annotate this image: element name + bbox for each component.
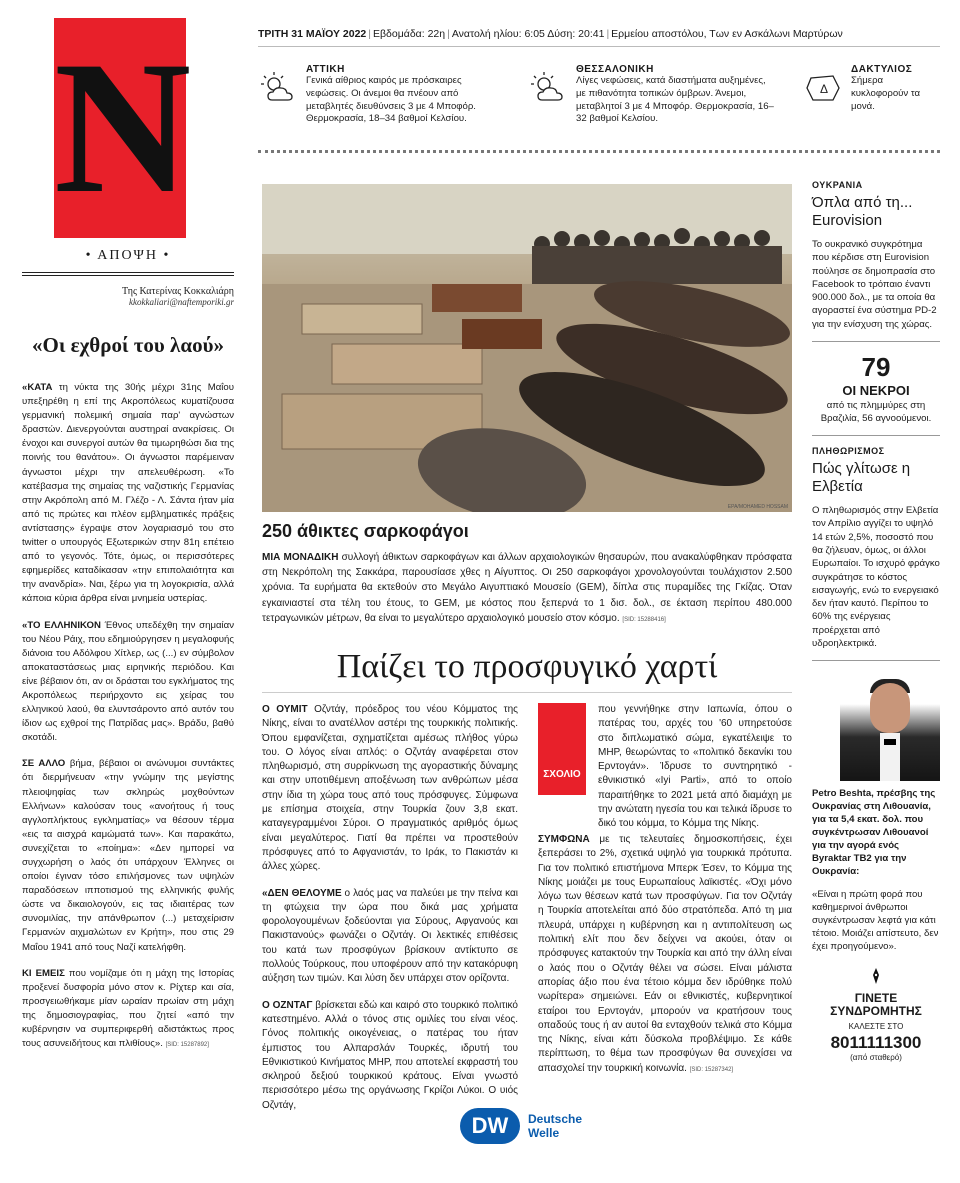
death-toll-number: 79 [861, 352, 891, 383]
photo-caption [262, 550, 792, 628]
article-paragraph [262, 887, 518, 987]
paragraph-text: με τις τελευταίες δημοσκοπήσεις, έχει ξεπεράσει το 2%, σχετικά υψηλό για τουρκικά πρότυπα. Για τον πολιτικό επιστήμονα Μπερκ Έσεν, το Κόμμα της Νίκης μοιάζει με τους Ευρωπαίους λαϊκιστές. «Όχι μόνο λόγω των θέσεων κατά των προσφύγων. Για τον Οζντάγ η Τουρκία αποτελείται από δύο στρατόπεδα. Από τη μια πλευρά, υπάρχει η κυβέρνηση και η αντιπολίτευση ως πολιτική ελίτ που δεν δείχνει να ακούει, όταν οι πρόσφυγες κατακτούν την Τουρκία και από την άλλη είναι ο λαός που ο Οζντάγ θέλει να σώσει. Είναι μάλιστα απορίας άξιο που ένα τέτοιο κόμμα δεν ιδρύθηκε πολύ νωρίτερα» σημειώνει. Εάν οι εθνικιστές, κυβερνητικοί εταίροι του Ερντογάν, μπορούν να κρατήσουν τους οπαδούς τους ή αν αυτοί θα ενταχθούν τελικά στο Κόμμα της Νίκης, είναι κάτι δύσκολα προβλέψιμο. Σε κάθε περίπτωση, το θέμα των προσφύγων θα συνεχίσει να απασχολεί την τουρκική κοινωνία. [538, 834, 792, 1074]
portrait-face [870, 683, 910, 733]
logo-letter: N [54, 23, 192, 233]
dw-wordmark [528, 1112, 582, 1140]
deutsche-welle-logo [460, 1106, 610, 1146]
sidebar-text: Το ουκρανικό συγκρότημα που κέρδισε στη Eurovision πούλησε σε δημοπρασία στο Facebook το τρόπαιο έναντι 900.000 δολ., με τα οποία θα αγοραστεί ένα σύστημα PD-2 για την ενίσχυση της χώρας. [812, 239, 937, 330]
article-paragraph [598, 703, 792, 832]
sunset-time: Δύση: 20:41 [547, 28, 605, 40]
section-label: • ΑΠΟΨΗ • [85, 248, 171, 263]
opinion-paragraph [22, 967, 234, 1053]
story-id: [SID: 15288416] [622, 616, 666, 623]
article-paragraph [262, 999, 518, 1113]
feast-day: Ερμείου αποστόλου, Των εν Ασκάλωνι Μαρτύρων [611, 28, 843, 40]
weather-description: Γενικά αίθριος καιρός με πρόσκαιρες νεφώσεις. Οι άνεμοι θα πνέουν από μεταβλητές διευθύνσεις 3 με 4 Μποφόρ. Θερμοκρασία, 18–34 βαθμοί Κελσίου. [306, 75, 476, 125]
paragraph-text: Έθνος υπεδέχθη την σημαίαν του Νέου Ράιχ, που εδημιούργησεν η μεγαλοφυής διάνοια του Αδόλφου Χίτλερ, ως (...) εν σύμβολον αποκαταστάσεως μιας ειρηνικής περιόδου. Και είνε βέβαιον ότι, αν οι δράσται του εγκλήματος της Ακροπόλεως περιήρχοντο εις χείρας του ελληνικού λαού, θα ελυντσάροντο από αυτόν του ίδιον ως εχθροί της Πατρίδας μας». Βράδυ, βαθύ σκοτάδι. [22, 619, 234, 744]
ambassador-quote: «Είναι η πρώτη φορά που καθημερινοί άνθρωποι συγκέντρωσαν λεφτά για κάτι τέτοιο. Μοιάζει απίστευτο, δεν έχει προηγούμενο». [812, 889, 939, 953]
dw-mark: DW [460, 1108, 520, 1144]
sun-cloud-icon [528, 70, 568, 106]
sidebar-section-inflation: ΠΛΗΘΩΡΙΣΜΟΣ [812, 446, 885, 457]
subscribe-call-label: ΚΑΛΕΣΤΕ ΣΤΟ [848, 1022, 904, 1032]
article-continuation [538, 833, 792, 1077]
sunrise-time: Ανατολή ηλίου: 6:05 [451, 28, 545, 40]
opinion-column [22, 18, 234, 1052]
header-divider [258, 150, 940, 156]
sidebar-text: Ο πληθωρισμός στην Ελβετία τον Απρίλιο αγγίζει το υψηλό 14 ετών 2,5%, ποσοστό που θα ζήλευαν, όμως, οι άλλοι Ευρωπαίοι. Το ισχυρό φράγκο συγκράτησε το κόστος εισαγωγής, ενώ το ενεργειακό δεν ήταν καυτό. Περίπου το 60% της ενέργειας προέρχεται από υδροηλεκτρικά. [812, 505, 940, 650]
paragraph-lead: Ο ΟΥΜΙΤ [262, 704, 308, 715]
weather-description: Λίγες νεφώσεις, κατά διαστήματα αυξημένες, με πιθανότητα τοπικών όμβρων. Άνεμοι, μεταβλητοί 3 με 4 Μποφόρ. Θερμοκρασία, 16–32 βαθμοί Κελσίου. [576, 75, 774, 125]
subscribe-title [812, 992, 940, 1018]
caption-lead: ΜΙΑ ΜΟΝΑΔΙΚΗ [262, 552, 339, 563]
subscribe-box[interactable] [812, 967, 940, 1062]
paragraph-text: βρίσκεται εδώ και καιρό στο τουρκικό πολιτικό κατεστημένο. Αλλά ο τόνος στις ομιλίες του είναι νέος. Γόνος πολιτικής οικογένειας, ο πατέρας του ήταν έμπιστος του Αλπαρσλάν Τουρκές, ιδρυτή του Εθνικιστικού Κινήματος ΜΗΡ, που αποτελεί εκφραστή του σκληρού δεξιού τουρκικού κράτους. Είναι γνωστό περισσότερο μέσω της οργάνωσης Γκρίζοι Λύκοι. Ο υιός Οζντάγ, [262, 999, 518, 1111]
death-toll-description: από τις πλημμύρες στη Βραζιλία, 56 αγνοούμενοι. [820, 400, 932, 424]
caption-text: συλλογή άθικτων σαρκοφάγων και άλλων αρχαιολογικών θησαυρών, που ανακαλύφθηκαν πρόσφατα στη Νεκρόπολη της Σακκάρα, παρουσίασε χθες η Αίγυπτος. Οι 250 σαρκοφάγοι χρονολογούνται τουλάχιστον 2.500 χρόνια. Τα ευρήματα θα εκτεθούν στο Μεγάλο Αιγυπτιακό Μουσείο (GEM), δίπλα στις πυραμίδες της Γκίζας. Όταν εγκαινιαστεί στα τέλη του έτους, το GEM, με κόστος που ξεπερνά τo 1 δισ. δολ., σε έκταση περίπου 480.000 τετραγωνικών μέτρων, θα είναι το μεγαλύτερο αρχαιολογικό μουσείο στον κόσμο. [262, 552, 792, 624]
paragraph-lead: ΚΙ ΕΜΕΙΣ [22, 967, 65, 979]
story-id: [SID: 15287892] [165, 1042, 209, 1049]
weather-panel [258, 64, 940, 144]
date-strip: ΤΡΙΤΗ 31 ΜΑΪΟΥ 2022 | Εβδομάδα: 22η | Ανατολή ηλίου: 6:05 Δύση: 20:41 | Ερμείου αποστόλου, Των εν Ασκάλωνι Μαρτύρων [258, 28, 940, 47]
issue-date: ΤΡΙΤΗ 31 ΜΑΪΟΥ 2022 [258, 28, 367, 40]
ring-zone-icon [803, 70, 843, 106]
subscribe-phone[interactable]: 8011111300 [830, 1033, 922, 1053]
dw-line-1: Deutsche [528, 1112, 583, 1126]
paragraph-text: βήμα, βέβαιοι οι ανώνυμοι συντάκτες ότι διερμήνευαν «την γνώμην της μεγίστης πλειοψηφίας των σκληρώς μοχθούντων Ελλήνων» καλούσαν τους «ανοήτους ή τους αγγλοπλήκτους εγκληματίας» να θέσουν τέρμα «εις τα αισχρά καμώματά των». Και παρακάτω, συνεχίζεται το «ποίημα»: «Δεν ημπορεί να συγχωρήση ο λαός ότι υπάρχουν Έλληνες οι οποίοι έγιναν τόσο επιλήσμονες των υψηλών παραδόσεων ιπποτισμού της ελληνικής φυλής ώστε να δικαιολογούν, εις τας ιδιαιτέρας των συνομιλίας, την απάνθρωπον (...) μεταχείρισιν Γερμανών αιχμαλώτων εν Κρήτη», που στις 29 Μαΐου 1941 από τους Ναζί κατελήφθη. [22, 758, 234, 953]
article-headline: Παίζει το προσφυγικό χαρτί [336, 648, 718, 685]
svg-text:Δ: Δ [820, 82, 829, 96]
paragraph-lead: «ΔΕΝ ΘΕΛΟΥΜΕ [262, 887, 342, 899]
section-divider [22, 272, 234, 276]
photo-caption-title: 250 άθικτες σαρκοφάγοι [262, 521, 469, 541]
ambassador-portrait [840, 671, 940, 781]
paragraph-text: ο λαός μας να παλεύει με την πείνα και τη φτώχεια την ώρα που δικά μας χρήματα φορολογουμένων ξοδεύονται για Σύρους, Αφγανούς και Πακιστανούς» φωνάζει ο Οζντάγ. Οι λεκτικές επιθέσεις του κατά των προσφύγων βρίσκουν αντίκτυπο σε πολλούς Τούρκους, που υποφέρουν από την κατακόρυφη αύξηση των τιμών. Και λύση δεν υπάρχει στον ορίζοντα. [262, 887, 518, 985]
portrait-caption: Petro Beshta, πρέσβης της Ουκρανίας στη Λιθουανία, για τα 5,4 εκατ. δολ. που συγκέντρωσαν Λιθουανοί για την αγορά ενός Byraktar TB2 για την Ουκρανία: [812, 788, 936, 878]
dw-line-2: Welle [528, 1126, 560, 1140]
paragraph-text: Οζντάγ, πρόεδρος του νέου Κόμματος της Νίκης, είναι το ανατέλλον αστέρι της τουρκικής πολιτικής. Όπου εμφανίζεται, σχηματίζεται αμέσως πλήθος γύρω του. Ο λόγος είναι απλός: ο Οζντάγ αναφέρεται στον πληθωρισμό, στη συρρίκνωση της αγοραστικής δύναμης και στην υποτιθέμενη αποξένωση των ανθρώπων μέσα στην ίδια τη χώρα τους από τους πρόσφυγες. Σύμφωνα με επίσημα στοιχεία, στην Τουρκία ζουν 3,8 εκατ. καταγεγραμμένοι Σύροι. Ο πραγματικός αριθμός όμως είναι μεγαλύτερος. Γιατί θα πρέπει να προστεθούν πρόσφυγες από το Αφγανιστάν, το Ιράκ, το Πακιστάν κι άλλες χώρες. [262, 704, 518, 873]
author-email[interactable]: kkokkaliari@naftemporiki.gr [128, 297, 234, 307]
photo-credit: EPA/MOHAMED HOSSAM [727, 504, 788, 510]
weather-region: ΑΤΤΙΚΗ [306, 64, 345, 75]
article-paragraph [538, 833, 792, 1077]
subscribe-title-line-1: ΓΙΝΕΤΕ [854, 991, 898, 1006]
weather-region: ΘΕΣΣΑΛΟΝΙΚΗ [576, 64, 654, 75]
paragraph-lead: «ΤΟ ΕΛΛΗΝΙΚΟΝ [22, 619, 101, 631]
article-column-1 [262, 703, 518, 1125]
weather-region: ΔΑΚΤΥΛΙΟΣ [851, 64, 913, 75]
comment-label: ΣΧΟΛΙΟ [543, 769, 581, 780]
sidebar-divider [812, 660, 940, 661]
author-byline: Της Κατερίνας Κοκκαλιάρη [122, 286, 234, 297]
paragraph-lead: ΣΥΜΦΩΝΑ [538, 834, 590, 845]
subscribe-note: (από σταθερό) [850, 1053, 902, 1063]
paragraph-lead: «ΚΑΤΑ [22, 382, 53, 393]
pen-icon [867, 967, 885, 985]
sidebar-section-ukraine: ΟΥΚΡΑΝΙΑ [812, 180, 863, 190]
subscribe-title-line-2: ΣΥΝΔΡΟΜΗΤΗΣ [830, 1004, 922, 1019]
sidebar-headline: Πώς γλίτωσε η Ελβετία [812, 460, 911, 496]
paragraph-text: που γεννήθηκε στην Ιαπωνία, όπου ο πατέρας του, αρχές του '60 υπηρετούσε στο διπλωματικό σώμα, εγκατέλειψε το ΜΗΡ, θεωρώντας το «πολιτικό δεκανίκι του Ερντογάν». Ίδρυσε το συντηρητικό - εθνικιστικό «Iyi Parti», από το οποίο παραιτήθηκε το 2021 μετά από διαμάχη με την ανώτατη ηγεσία του και τελικά ίδρυσε το δικό του κόμμα, το Κόμμα της Νίκης. [598, 704, 792, 830]
sarcophagi-illustration [262, 184, 792, 512]
story-id: [SID: 15287342] [689, 1066, 734, 1073]
portrait-bowtie [884, 739, 896, 745]
opinion-paragraph [22, 381, 234, 607]
sarcophagi-photo [262, 184, 792, 512]
paragraph-lead: ΣΕ ΑΛΛΟ [22, 758, 66, 770]
opinion-paragraph [22, 757, 234, 954]
paragraph-text: που νομίζαμε ότι η μάχη της Ιστορίας προξενεί δυσφορία μόνο στον κ. Ρίχτερ και σία, προσγειωθήκαμε μίαν ωραίαν πρωίαν στη μάχη της δημοσιογραφίας, που ζητεί «από την κυβέρνησιν να συμπεριφερθή αδιστάκτως προς τους ασυνειδήτους και πλιθίους». [22, 967, 234, 1050]
article-divider [262, 692, 792, 693]
opinion-title: «Οι εχθροί του λαού» [32, 333, 224, 357]
opinion-body [22, 381, 234, 1052]
paragraph-text: τη νύκτα της 30ής μέχρι 31ης Μαΐου υπεξηρέθη η επί της Ακροπόλεως κυματίζουσα γερμανική πολεμική σημαία παρ' αγνώστων δραστών. Διενεργούνται αυστηραί ανακρίσεις. Οι ένοχοι και συνεργοί αυτών θα τιμωρηθώσι δια της ποινής του θανάτου». Οι άγνωστοι παρέμειναν άγνωστοι μέχρι την απελευθέρωση. «Το κατέβασμα της σημαίας της ναζιστικής Γερμανίας στην Ακρόπολη από Μ. Γλέζο - Λ. Σάντα ήταν μία από τις πρώτες και πλέον εμβληματικές πράξεις αντίστασης» έγραψε στον λογαριασμό του στο twitter ο υπουργός Εξωτερικών στην 81η επέτειο από το γεγονός. Τότε, όμως, οι περισσότερες εφημερίδες καταδίκασαν «την επιπολαιότητα και την ανανδρία». Ναι, ξέρω για τη λογοκρισία, αλλά κάποια κύρια άρθρα είναι μνημεία υστερίας. [22, 382, 234, 605]
news-sidebar [812, 180, 940, 1062]
newspaper-logo [54, 18, 192, 238]
comment-badge [538, 703, 586, 795]
opinion-paragraph [22, 619, 234, 746]
sun-cloud-icon [258, 70, 298, 106]
article-paragraph [262, 703, 518, 875]
paragraph-lead: Ο ΟΖΝΤΑΓ [262, 999, 313, 1011]
week-number: Εβδομάδα: 22η [372, 28, 446, 40]
weather-description: Σήμερα κυκλοφορούν τα μονά. [851, 75, 921, 112]
sidebar-headline: Όπλα από τη... Eurovision [812, 194, 913, 229]
sidebar-divider [812, 341, 940, 342]
death-toll-label: ΟΙ ΝΕΚΡΟΙ [842, 383, 910, 399]
sidebar-divider [812, 435, 940, 436]
